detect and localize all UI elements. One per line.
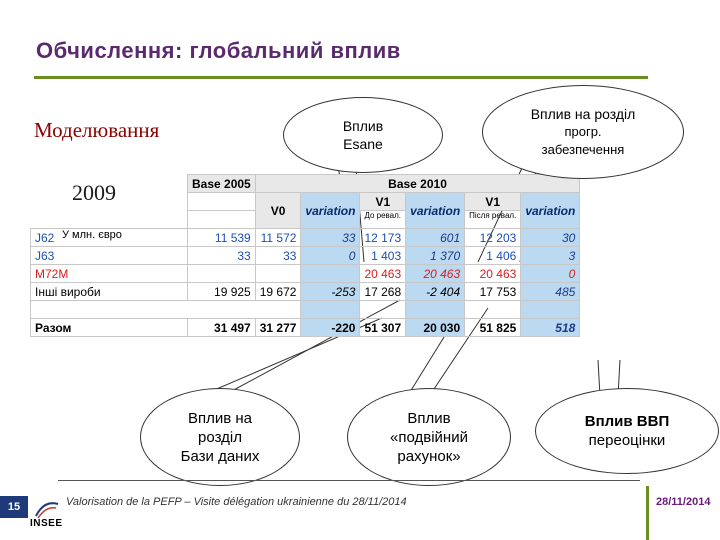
cell-v0	[255, 265, 301, 283]
spacer-row	[31, 301, 580, 319]
bubble-line: розділ	[198, 428, 242, 446]
empty-cell	[31, 211, 188, 229]
cell-v1-after: 12 203	[465, 229, 521, 247]
table-row	[31, 283, 580, 301]
bubble-esane-impact	[283, 97, 443, 173]
bubble-line: Вплив на	[187, 409, 253, 427]
cell-v0: 11 572	[255, 229, 301, 247]
total-var2: 20 030	[406, 319, 465, 337]
cell-var3: 30	[521, 229, 580, 247]
bubble-line: Вплив	[342, 118, 384, 134]
cell-var1: 0	[301, 247, 360, 265]
cell-v1-before: 17 268	[360, 283, 406, 301]
table-row	[31, 265, 580, 283]
footer-caption: Valorisation de la PEFP – Visite délégation ukrainienne du 28/11/2014	[66, 496, 407, 508]
bubble-line: забезпечення	[541, 142, 625, 157]
total-v1-before: 51 307	[360, 319, 406, 337]
row-label-j62: J62	[31, 229, 188, 247]
cell-v1-before: 12 173	[360, 229, 406, 247]
total-var1: -220	[301, 319, 360, 337]
cell-v1-before: 20 463	[360, 265, 406, 283]
bubble-line: Бази даних	[180, 447, 260, 465]
header-base-2010: Base 2010	[255, 175, 580, 193]
total-var3: 518	[521, 319, 580, 337]
total-v1-after: 51 825	[465, 319, 521, 337]
empty-cell	[31, 193, 188, 211]
cell-v1-after: 1 406	[465, 247, 521, 265]
cell-v0: 33	[255, 247, 301, 265]
cell-var1	[301, 265, 360, 283]
page-title: Обчислення: глобальний вплив	[36, 38, 401, 63]
header-empty	[188, 193, 256, 211]
header-variation-3: variation	[521, 193, 580, 229]
bubble-line: Вплив на розділ	[530, 106, 636, 122]
footer-divider	[58, 480, 640, 481]
header-v0: V0	[255, 193, 301, 229]
cell-v1-after: 20 463	[465, 265, 521, 283]
cell-var2: -2 404	[406, 283, 465, 301]
bubble-line: переоцінки	[588, 432, 666, 449]
table-row	[31, 229, 580, 247]
cell-b2005: 33	[188, 247, 256, 265]
cell-v1-before: 1 403	[360, 247, 406, 265]
header-empty	[188, 211, 256, 229]
row-label-j63: J63	[31, 247, 188, 265]
cell-b2005: 19 925	[188, 283, 256, 301]
header-base-2005: Base 2005	[188, 175, 256, 193]
footer-date: 28/11/2014	[656, 496, 711, 508]
bubble-line: «подвійний	[390, 428, 468, 446]
insee-logo-text: INSEE	[30, 518, 63, 529]
impact-table	[30, 174, 580, 337]
cell-var3: 3	[521, 247, 580, 265]
cell-var2: 601	[406, 229, 465, 247]
cell-var1: 33	[301, 229, 360, 247]
bubble-gdp-impact	[535, 388, 719, 474]
table-row	[31, 247, 580, 265]
cell-var3: 485	[521, 283, 580, 301]
total-b2005: 31 497	[188, 319, 256, 337]
section-subtitle: Моделювання	[34, 118, 160, 142]
empty-corner	[31, 175, 188, 193]
bubble-double-count-impact	[347, 388, 511, 486]
header-variation-1: variation	[301, 193, 360, 229]
bubble-line: прогр.	[564, 124, 602, 139]
cell-v0: 19 672	[255, 283, 301, 301]
total-v0: 31 277	[255, 319, 301, 337]
year-label: 2009	[72, 180, 116, 205]
row-label-total: Разом	[31, 319, 188, 337]
row-label-m72m: M72M	[31, 265, 188, 283]
cell-var2: 1 370	[406, 247, 465, 265]
cell-b2005	[188, 265, 256, 283]
footer-accent-bar	[646, 486, 649, 540]
row-label-other: Інші вироби	[31, 283, 188, 301]
bubble-line: Вплив ВВП	[584, 413, 670, 430]
total-row	[31, 319, 580, 337]
bubble-database-impact	[140, 388, 300, 486]
header-v1-after: V1	[465, 193, 521, 211]
bubble-line: рахунок»	[397, 447, 461, 465]
bubble-line: Esane	[343, 136, 383, 152]
cell-v1-after: 17 753	[465, 283, 521, 301]
cell-b2005: 11 539	[188, 229, 256, 247]
bubble-line: Вплив	[407, 409, 451, 427]
cell-var2: 20 463	[406, 265, 465, 283]
header-variation-2: variation	[406, 193, 465, 229]
header-v1-before: V1	[360, 193, 406, 211]
page-number: 15	[0, 496, 28, 518]
unit-label: У млн. євро	[62, 229, 122, 241]
cell-var1: -253	[301, 283, 360, 301]
header-before-reval: До ревал.	[360, 211, 406, 229]
bubble-software-impact	[482, 85, 684, 179]
header-after-reval: Після ревал.	[465, 211, 521, 229]
cell-var3: 0	[521, 265, 580, 283]
